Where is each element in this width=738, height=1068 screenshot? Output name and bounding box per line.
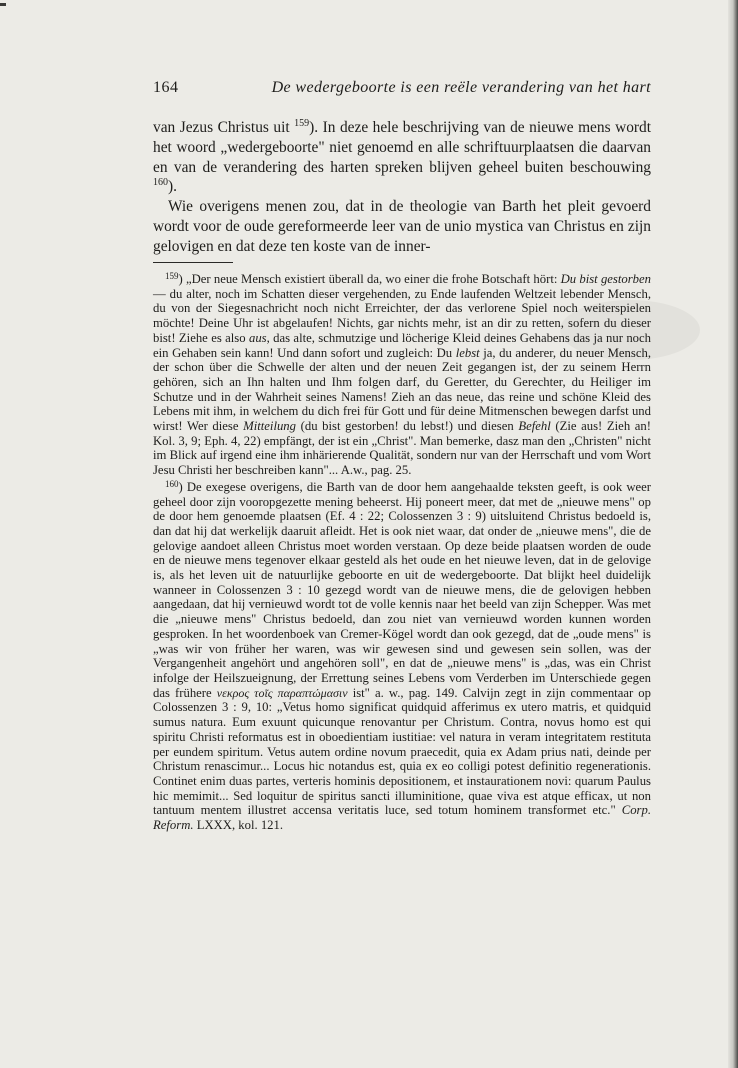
footnote-ref-159: 159 bbox=[294, 118, 310, 129]
footnotes bbox=[153, 272, 651, 833]
footnote-160: $^{160}$) De exegese overigens, die Barth van de door hem aangehaalde teksten geeft, is ook weer geheel door zijn vooropgezette mening beheerst. Hij poneert meer, dat met de „nieuwe mens" op de door hem genoemde plaatsen (Ef. 4 : 22; Colossenzen 3 : 9) uitsluitend Christus bedoeld is, dan dat hij dat werkelijk daaruit afleidt. Het is ook niet waar, dat onder de „nieuwe mens", die de gelovige aandoet alleen Christus moet worden verstaan. Op deze beide plaatsen worden de oude en de nieuwe mens tegenover elkaar gesteld als het oude en het nieuwe leven, dat in de gelovige is, als het leven uit de natuurlijke geboorte en uit de wedergeboorte. Dat blijkt heel duidelijk wanneer in Colossenzen 3 : 10 gezegd wordt van de nieuwe mens, die de gelovigen hebben aangedaan, dat hij vernieuwd wordt tot de volle kennis naar het beeld van zijn Schepper. Was met die „nieuwe mens" Christus bedoeld, dan zou niet van vernieuwd worden kunnen worden gesproken. In het woordenboek van Cremer-Kögel wordt dan ook gezegd, dat de „oude mens" is „was wir von früher her waren, was wir gewesen sind und gewesen sein sollen, was der Vergangenheit angehört und angehören soll", en dat de „nieuwe mens" is „das, was ein Christ infolge der Heilszueignung, der Errettung seines Lebens vom Verderben im Unterschiede gegen das frühere νεκρος τοῖς παραπτώμασιν ist" a. w., pag. 149. Calvijn zegt in zijn commentaar op Colossenzen 3 : 9, 10: „Vetus homo significat quidquid afferimus ex utero matris, et quidquid sumus natura. Eum exuunt quicunque renovantur per Christum. Contra, novus homo est qui spiritu Christi reformatus est in oboedientiam iustitiae: vel natura in veram integritatem restituta per eundem spiritum. Vetus autem ordine novum praecedit, quia ex Adam prius nati, deinde per Christum renascimur... Locus hic notandus est, quia ex eo colligi potest definitio regenerationis. Continet enim duas partes, verteris hominis depositionem, et instaurationem novi: quarum Paulus hic memimit... Sed loquitur de spiritus sancti illuminitione, quae viva est atque efficax, ut non tantuum mentem illustret accensa veritatis luce, sed totum hominem transformet etc." Corp. Reform. LXXX, kol. 121. bbox=[153, 478, 651, 833]
page-edge-mark bbox=[0, 3, 6, 6]
footnote-159: $^{159}$) „Der neue Mensch existiert überall da, wo einer die frohe Botschaft hört: Du bist gestorben — du alter, noch im Schatten dieser vergehenden, zu Ende laufenden Weltzeit lebender Mensch, du von der Siegesnachricht noch nicht Erreichter, der das verlorene Spiel noch weiterspielen möchte! Deine Uhr ist abgelaufen! Nichts, gar nichts mehr, ist an dir zu retten, sofern du dieser bist! Ziehe es also aus, das alte, schmutzige und löcherige Kleid deines Gehabens das ja nur noch ein Gehaben sein kann! Und dann sofort und zugleich: Du lebst ja, du anderer, du neuer Mensch, der schon über die Schwelle der alten und der neuen Zeit gegangen ist, der zu seinem Herrn gehören, sich an Ihn halten und Ihm folgen darf, du Geretter, du Gerechter, du Heiliger im Schutze und in der Wahrheit seines Namens! Zieh an das neue, das reine und schöne Kleid des Lebens mit ihm, in welchem du dich frei für Gott und für deine Mitmenschen bewegen darfst und wirst! Wer diese Mitteilung (du bist gestorben! du lebst!) und diesen Befehl (Zie aus! Zieh an! Kol. 3, 9; Eph. 4, 22) empfängt, der ist ein „Christ". Man bemerke, dasz man den „Christen" nicht im Blick auf irgend eine ihm inhärierende Qualität, sondern nur van der Herrschaft und vom Wort Jesu Christi her beschreiben kann"... A.w., pag. 25. bbox=[153, 271, 651, 478]
footnote-number: 159 bbox=[165, 271, 179, 281]
page-header bbox=[153, 76, 651, 100]
footnote-number: 160 bbox=[165, 478, 179, 489]
running-title: De wedergeboorte is een reële verandering van het hart bbox=[271, 79, 651, 96]
footnote-divider bbox=[153, 262, 233, 263]
body-text bbox=[153, 118, 651, 257]
paragraph-1: van Jezus Christus uit $^{159}$). In deze hele beschrijving van de nieuwe mens wordt het woord „wedergeboorte" niet genoemd en alle schriftuurplaatsen die daarvan en van de verandering des harten spreken blijven geheel buiten beschouwing $^{160}$). bbox=[153, 118, 651, 196]
page-number: 164 bbox=[153, 79, 179, 96]
paragraph-2: Wie overigens menen zou, dat in de theologie van Barth het pleit gevoerd wordt voor de oude gereformeerde leer van de unio mystica van Christus en zijn gelovigen en dat deze ten koste van de inner- bbox=[153, 198, 651, 255]
footnote-ref-160: 160 bbox=[153, 177, 168, 189]
page-edge-shadow bbox=[728, 0, 738, 1068]
greek-phrase: νεκρος τοῖς παραπτώμασιν bbox=[216, 685, 348, 700]
